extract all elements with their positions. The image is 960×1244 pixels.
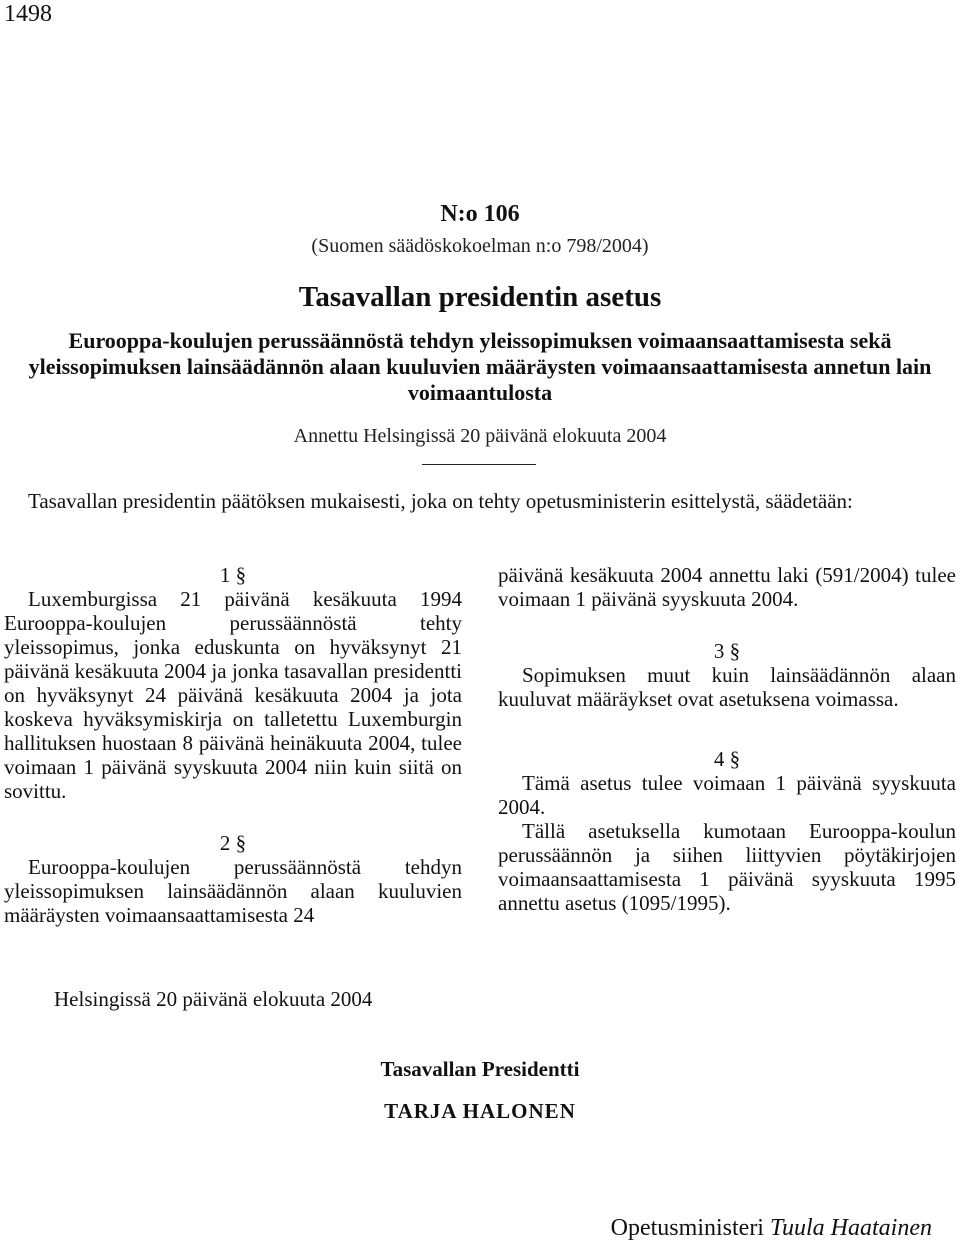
- statute-number: N:o 106: [440, 201, 520, 227]
- section-heading-3: 3 §: [713, 639, 741, 663]
- document-title: Tasavallan presidentin asetus: [298, 281, 662, 313]
- signer-name: TARJA HALONEN: [384, 1099, 576, 1123]
- left-column: [4, 563, 462, 927]
- section-4-paragraph-1: Tämä asetus tulee voimaan 1 päivänä syyskuuta 2004.: [498, 771, 956, 819]
- collection-reference: (Suomen säädöskokoelman n:o 798/2004): [311, 235, 649, 257]
- countersignature: [611, 1214, 932, 1242]
- page-number: 1498: [4, 1, 52, 27]
- intro-paragraph: Tasavallan presidentin päätöksen mukaisesti, joka on tehty opetusministerin esittelystä, säädetään:: [28, 489, 853, 513]
- minister-name: Tuula Haatainen: [769, 1215, 932, 1241]
- minister-title: Opetusministeri: [610, 1215, 764, 1241]
- document-subtitle: Eurooppa-koulujen perussäännöstä tehdyn yleissopimuksen voimaansaattamisesta sekä yleissopimuksen lainsäädännön alaan kuuluvien määräysten voimaansaattamisesta annetun lain voimaantulosta: [28, 328, 932, 405]
- section-heading-1: 1 §: [219, 563, 247, 587]
- divider: [422, 464, 536, 465]
- section-heading-4: 4 §: [713, 747, 741, 771]
- section-2-paragraph-start: Eurooppa-koulujen perussäännöstä tehdyn yleissopimuksen lainsäädännön alaan kuuluvien määräysten voimaansaattamisesta 24: [4, 855, 462, 927]
- section-1-paragraph: Luxemburgissa 21 päivänä kesäkuuta 1994 Eurooppa-koulujen perussäännöstä tehty yleissopimus, jonka eduskunta on hyväksynyt 21 päivänä kesäkuuta 2004 ja jonka tasavallan presidentti on hyväksynyt 24 päivänä kesäkuuta 2004 ja jota koskeva hyväksymiskirja on talletettu Luxemburgin hallituksen huostaan 8 päivänä heinäkuuta 2004, tulee voimaan 1 päivänä syyskuuta 2004 niin kuin siitä on sovittu.: [4, 587, 462, 803]
- section-heading-2: 2 §: [219, 831, 247, 855]
- place-and-date: Helsingissä 20 päivänä elokuuta 2004: [54, 987, 373, 1011]
- signer-title: Tasavallan Presidentti: [380, 1057, 580, 1081]
- right-column: [498, 563, 956, 915]
- section-4-paragraph-2: Tällä asetuksella kumotaan Eurooppa-koulun perussäännön ja siihen liittyvien pöytäkirjojen voimaansaattamisesta 1 päivänä syyskuuta 1995 annettu asetus (1095/1995).: [498, 819, 956, 915]
- section-2-paragraph-end: päivänä kesäkuuta 2004 annettu laki (591/2004) tulee voimaan 1 päivänä syyskuuta 2004.: [498, 563, 956, 611]
- given-date: Annettu Helsingissä 20 päivänä elokuuta 2004: [293, 425, 667, 447]
- section-3-paragraph: Sopimuksen muut kuin lainsäädännön alaan kuuluvat määräykset ovat asetuksena voimassa.: [498, 663, 956, 711]
